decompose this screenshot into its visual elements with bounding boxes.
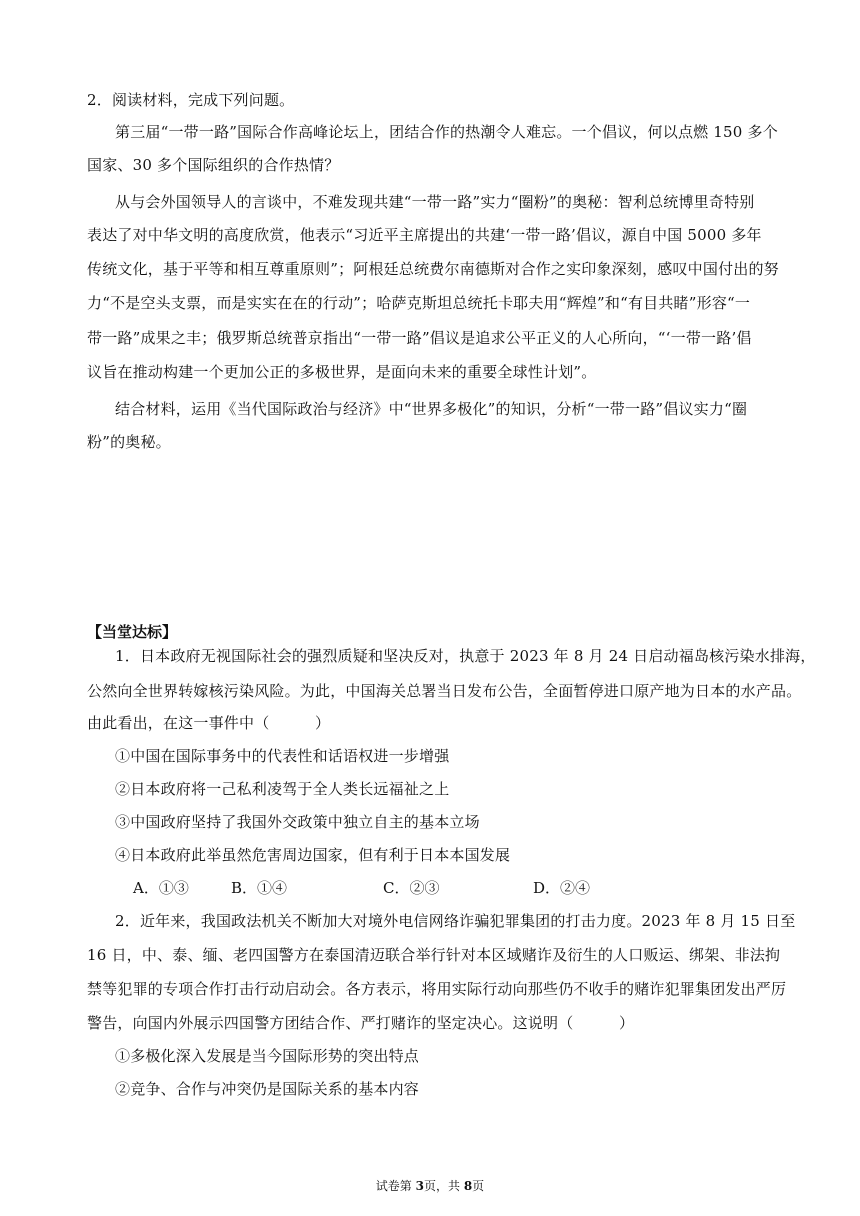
material-line-3: 从与会外国领导人的言谈中，不难发现共建“一带一路”实力“圈粉”的奥秘：智利总统博里奇特别	[115, 193, 755, 211]
material-line-5: 传统文化，基于平等和相互尊重原则”；阿根廷总统费尔南德斯对合作之实印象深刻，感叹中国付出的努	[87, 260, 779, 278]
q1-choice-b[interactable]: B．①④	[231, 879, 288, 897]
q1-statement-3: ③中国政府坚持了我国外交政策中独立自主的基本立场	[115, 813, 480, 831]
reading-question-stem: 2．阅读材料，完成下列问题。	[87, 91, 295, 109]
page-footer	[0, 1178, 860, 1194]
material-line-4: 表达了对中华文明的高度欣赏，他表示“习近平主席提出的共建‘一带一路’倡议，源自中国 5000 多年	[87, 226, 762, 244]
material-line-8: 议旨在推动构建一个更加公正的多极世界，是面向未来的重要全球性计划”。	[87, 363, 597, 381]
footer-prefix: 试卷第	[375, 1179, 416, 1193]
q1-choice-a[interactable]: A．①③	[133, 879, 189, 897]
material-line-6: 力“不是空头支票，而是实实在在的行动”；哈萨克斯坦总统托卡耶夫用“辉煌”和“有目共睹”形容“一	[87, 294, 751, 312]
footer-suffix: 页	[472, 1179, 485, 1193]
material-line-1: 第三届“一带一路”国际合作高峰论坛上，团结合作的热潮令人难忘。一个倡议，何以点燃 150 多个	[115, 123, 778, 141]
q1-statement-2: ②日本政府将一己私利凌驾于全人类长远福祉之上	[115, 780, 450, 798]
task-line-2: 粉”的奥秘。	[87, 433, 171, 451]
q1-choice-c[interactable]: C．②③	[383, 879, 440, 897]
task-line-1: 结合材料，运用《当代国际政治与经济》中“世界多极化”的知识，分析“一带一路”倡议实力“圈	[115, 400, 748, 418]
q1-statement-1: ①中国在国际事务中的代表性和话语权进一步增强	[115, 747, 450, 765]
q1-choices	[133, 878, 653, 898]
material-line-2: 国家、30 多个国际组织的合作热情？	[87, 156, 340, 174]
q1-stem-line-1: 1．日本政府无视国际社会的强烈质疑和坚决反对，执意于 2023 年 8 月 24 日启动福岛核污染水排海，	[115, 647, 816, 665]
footer-page-number: 3	[415, 1179, 424, 1193]
section-heading: 【当堂达标】	[87, 623, 178, 641]
q2-stem-line-4: 警告，向国内外展示四国警方团结合作、严打赌诈的坚定决心。这说明（ ）	[87, 1014, 635, 1032]
q1-choice-d[interactable]: D．②④	[533, 879, 591, 897]
q1-stem-line-3: 由此看出，在这一事件中（ ）	[87, 714, 331, 732]
q2-stem-line-1: 2．近年来，我国政法机关不断加大对境外电信网络诈骗犯罪集团的打击力度。2023 年 8 月 15 日至	[115, 912, 796, 930]
q2-stem-line-3: 禁等犯罪的专项合作打击行动启动会。各方表示，将用实际行动向那些仍不收手的赌诈犯罪集团发出严厉	[87, 980, 787, 998]
q2-statement-1: ①多极化深入发展是当今国际形势的突出特点	[115, 1047, 420, 1065]
q2-statement-2: ②竞争、合作与冲突仍是国际关系的基本内容	[115, 1080, 420, 1098]
material-line-7: 带一路”成果之丰；俄罗斯总统普京指出“一带一路”倡议是追求公平正义的人心所向，“‘一带一路’倡	[87, 329, 752, 347]
footer-middle: 页，共	[423, 1179, 464, 1193]
q2-stem-line-2: 16 日，中、泰、缅、老四国警方在泰国清迈联合举行针对本区域赌诈及衍生的人口贩运、绑架、非法拘	[87, 946, 781, 964]
q1-statement-4: ④日本政府此举虽然危害周边国家，但有利于日本本国发展	[115, 846, 511, 864]
q1-stem-line-2: 公然向全世界转嫁核污染风险。为此，中国海关总署当日发布公告，全面暂停进口原产地为日本的水产品。	[87, 682, 802, 700]
footer-total-pages: 8	[463, 1179, 473, 1193]
